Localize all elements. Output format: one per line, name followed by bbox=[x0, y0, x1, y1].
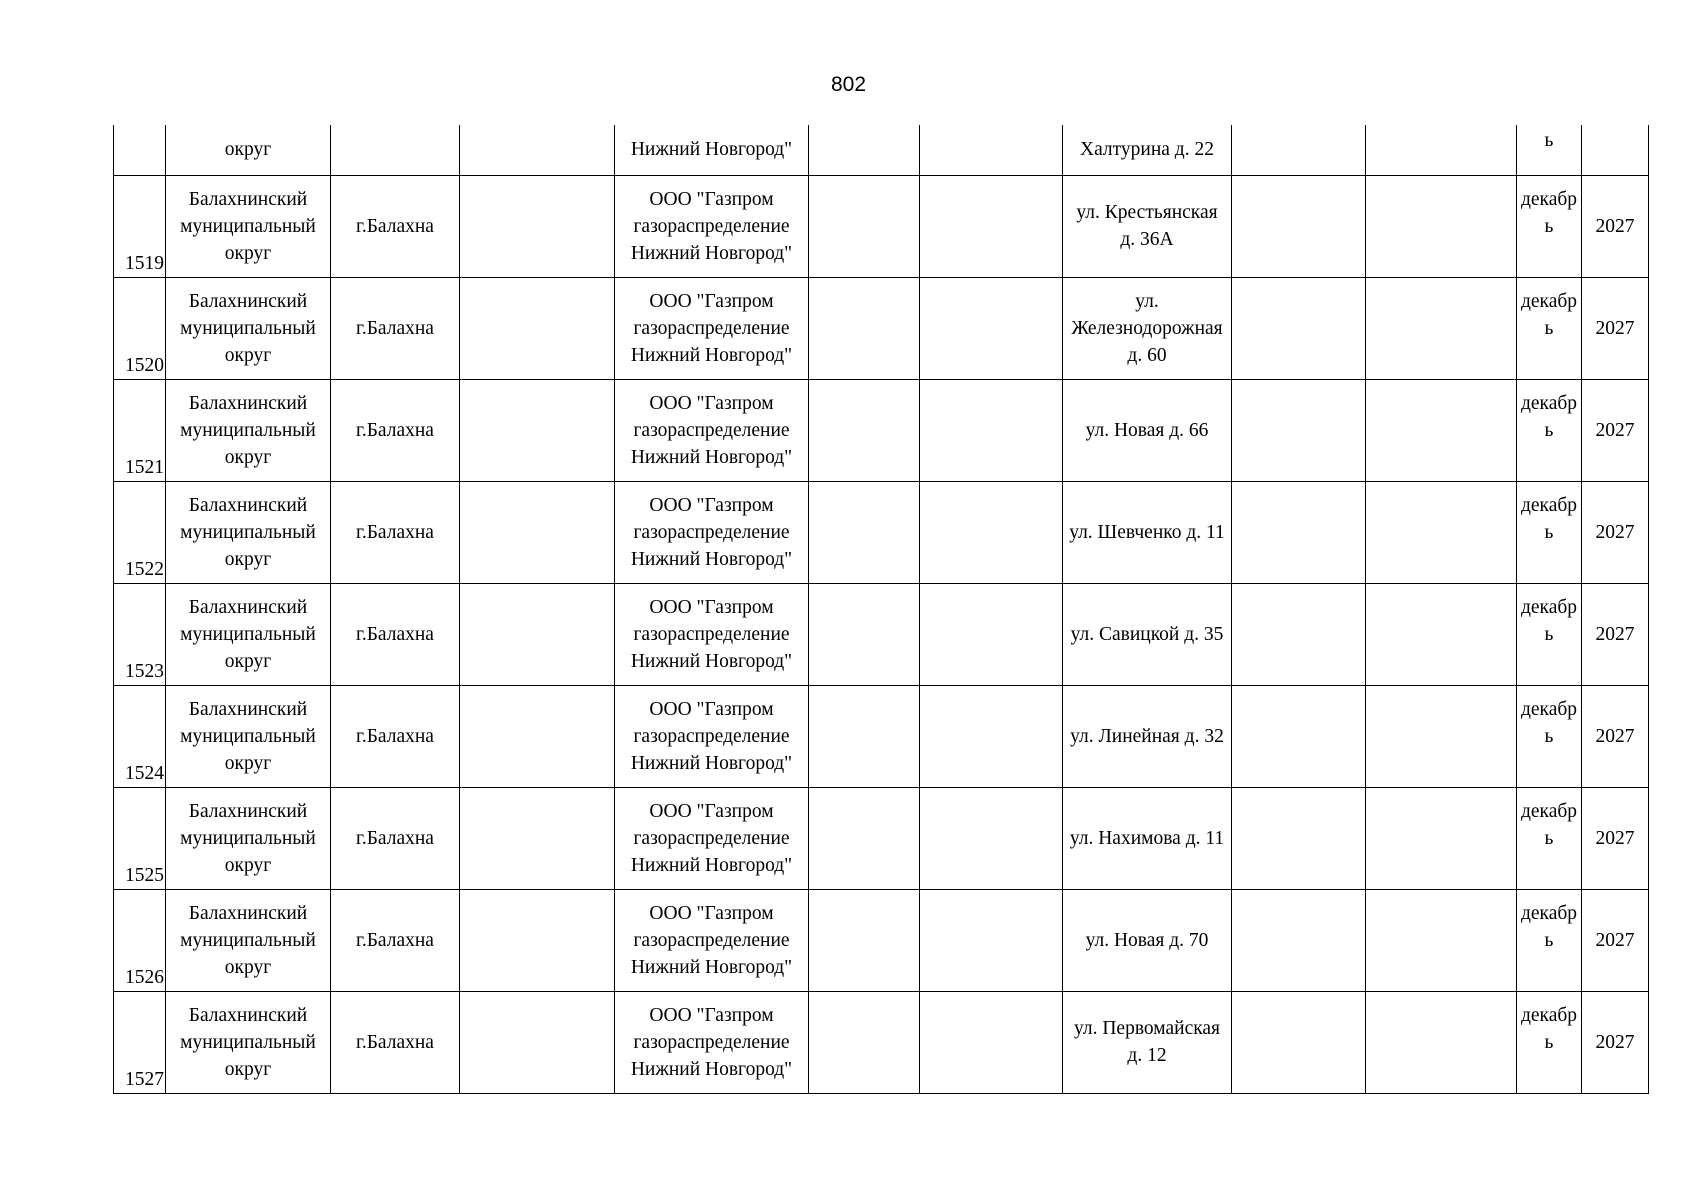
cell-num bbox=[114, 125, 166, 175]
cell-org: Нижний Новгород" bbox=[615, 125, 809, 175]
table-row bbox=[114, 583, 1649, 685]
page-number: 802 bbox=[830, 73, 867, 96]
cell-city: г.Балахна bbox=[331, 175, 460, 277]
cell-org: ООО "Газпром газораспределение Нижний Новгород" bbox=[615, 583, 809, 685]
cell-empty bbox=[460, 175, 615, 277]
cell-year: 2027 bbox=[1582, 481, 1649, 583]
cell-num: 1522 bbox=[114, 481, 166, 583]
cell-org: ООО "Газпром газораспределение Нижний Новгород" bbox=[615, 685, 809, 787]
cell-empty bbox=[809, 379, 920, 481]
cell-month: декабр ь bbox=[1517, 889, 1582, 991]
cell-empty bbox=[1366, 125, 1517, 175]
cell-empty bbox=[920, 125, 1063, 175]
cell-empty bbox=[1366, 685, 1517, 787]
cell-address: ул. Савицкой д. 35 bbox=[1063, 583, 1232, 685]
cell-address: Халтурина д. 22 bbox=[1063, 125, 1232, 175]
cell-year: 2027 bbox=[1582, 685, 1649, 787]
cell-year: 2027 bbox=[1582, 379, 1649, 481]
cell-district: Балахнинский муниципальный округ bbox=[166, 583, 331, 685]
cell-num: 1526 bbox=[114, 889, 166, 991]
cell-empty bbox=[460, 889, 615, 991]
cell-month: декабр ь bbox=[1517, 379, 1582, 481]
cell-address: ул. Новая д. 66 bbox=[1063, 379, 1232, 481]
cell-empty bbox=[1366, 787, 1517, 889]
cell-empty bbox=[1366, 991, 1517, 1093]
cell-year: 2027 bbox=[1582, 889, 1649, 991]
table-row bbox=[114, 175, 1649, 277]
cell-empty bbox=[460, 379, 615, 481]
cell-district: Балахнинский муниципальный округ bbox=[166, 379, 331, 481]
cell-address: ул. Крестьянская д. 36А bbox=[1063, 175, 1232, 277]
cell-empty bbox=[809, 889, 920, 991]
cell-city: г.Балахна bbox=[331, 787, 460, 889]
cell-empty bbox=[1232, 481, 1366, 583]
cell-empty bbox=[1366, 889, 1517, 991]
cell-org: ООО "Газпром газораспределение Нижний Новгород" bbox=[615, 379, 809, 481]
cell-empty bbox=[460, 685, 615, 787]
cell-num: 1523 bbox=[114, 583, 166, 685]
table-row bbox=[114, 787, 1649, 889]
cell-empty bbox=[1366, 481, 1517, 583]
cell-empty bbox=[809, 175, 920, 277]
cell-empty bbox=[920, 481, 1063, 583]
cell-org: ООО "Газпром газораспределение Нижний Новгород" bbox=[615, 481, 809, 583]
cell-empty bbox=[1232, 787, 1366, 889]
cell-empty bbox=[460, 991, 615, 1093]
cell-address: ул. Шевченко д. 11 bbox=[1063, 481, 1232, 583]
table-row bbox=[114, 889, 1649, 991]
table-row bbox=[114, 379, 1649, 481]
table-row bbox=[114, 277, 1649, 379]
cell-city: г.Балахна bbox=[331, 889, 460, 991]
cell-city: г.Балахна bbox=[331, 277, 460, 379]
cell-org: ООО "Газпром газораспределение Нижний Новгород" bbox=[615, 277, 809, 379]
cell-district: Балахнинский муниципальный округ bbox=[166, 685, 331, 787]
cell-address: ул. Железнодорожная д. 60 bbox=[1063, 277, 1232, 379]
cell-district: Балахнинский муниципальный округ bbox=[166, 889, 331, 991]
cell-empty bbox=[1232, 685, 1366, 787]
cell-empty bbox=[1232, 379, 1366, 481]
cell-month: декабр ь bbox=[1517, 481, 1582, 583]
cell-num: 1527 bbox=[114, 991, 166, 1093]
table-row bbox=[114, 991, 1649, 1093]
cell-org: ООО "Газпром газораспределение Нижний Новгород" bbox=[615, 787, 809, 889]
cell-empty bbox=[1366, 175, 1517, 277]
cell-city: г.Балахна bbox=[331, 583, 460, 685]
cell-month: декабр ь bbox=[1517, 685, 1582, 787]
cell-city: г.Балахна bbox=[331, 481, 460, 583]
cell-empty bbox=[809, 481, 920, 583]
cell-empty bbox=[809, 991, 920, 1093]
cell-org: ООО "Газпром газораспределение Нижний Новгород" bbox=[615, 889, 809, 991]
cell-empty bbox=[809, 125, 920, 175]
cell-org: ООО "Газпром газораспределение Нижний Новгород" bbox=[615, 175, 809, 277]
cell-num: 1519 bbox=[114, 175, 166, 277]
cell-empty bbox=[809, 685, 920, 787]
cell-empty bbox=[1232, 125, 1366, 175]
cell-empty bbox=[1232, 277, 1366, 379]
cell-year: 2027 bbox=[1582, 277, 1649, 379]
cell-district: Балахнинский муниципальный округ bbox=[166, 481, 331, 583]
cell-month: декабр ь bbox=[1517, 583, 1582, 685]
cell-empty bbox=[460, 277, 615, 379]
cell-city bbox=[331, 125, 460, 175]
cell-district: Балахнинский муниципальный округ bbox=[166, 787, 331, 889]
cell-empty bbox=[1232, 991, 1366, 1093]
cell-address: ул. Новая д. 70 bbox=[1063, 889, 1232, 991]
cell-empty bbox=[920, 787, 1063, 889]
cell-empty bbox=[920, 889, 1063, 991]
cell-year: 2027 bbox=[1582, 787, 1649, 889]
registry-table bbox=[113, 125, 1649, 1094]
cell-district: округ bbox=[166, 125, 331, 175]
cell-empty bbox=[460, 787, 615, 889]
table-row bbox=[114, 685, 1649, 787]
cell-empty bbox=[920, 277, 1063, 379]
cell-month: ь bbox=[1517, 125, 1582, 175]
cell-city: г.Балахна bbox=[331, 991, 460, 1093]
cell-num: 1520 bbox=[114, 277, 166, 379]
cell-num: 1524 bbox=[114, 685, 166, 787]
cell-empty bbox=[809, 787, 920, 889]
cell-num: 1521 bbox=[114, 379, 166, 481]
table-row-continuation bbox=[114, 125, 1649, 175]
cell-empty bbox=[1366, 379, 1517, 481]
cell-empty bbox=[920, 685, 1063, 787]
cell-empty bbox=[460, 583, 615, 685]
cell-empty bbox=[920, 175, 1063, 277]
cell-num: 1525 bbox=[114, 787, 166, 889]
cell-empty bbox=[1232, 583, 1366, 685]
cell-org: ООО "Газпром газораспределение Нижний Новгород" bbox=[615, 991, 809, 1093]
cell-empty bbox=[920, 583, 1063, 685]
cell-city: г.Балахна bbox=[331, 685, 460, 787]
cell-empty bbox=[809, 277, 920, 379]
cell-year: 2027 bbox=[1582, 175, 1649, 277]
cell-month: декабр ь bbox=[1517, 787, 1582, 889]
cell-month: декабр ь bbox=[1517, 175, 1582, 277]
cell-address: ул. Первомайская д. 12 bbox=[1063, 991, 1232, 1093]
cell-district: Балахнинский муниципальный округ bbox=[166, 277, 331, 379]
cell-empty bbox=[809, 583, 920, 685]
cell-empty bbox=[1232, 175, 1366, 277]
cell-empty bbox=[460, 481, 615, 583]
cell-address: ул. Нахимова д. 11 bbox=[1063, 787, 1232, 889]
cell-year bbox=[1582, 125, 1649, 175]
cell-empty bbox=[1232, 889, 1366, 991]
cell-empty bbox=[920, 991, 1063, 1093]
table-row bbox=[114, 481, 1649, 583]
cell-city: г.Балахна bbox=[331, 379, 460, 481]
cell-empty bbox=[460, 125, 615, 175]
cell-empty bbox=[1366, 583, 1517, 685]
cell-address: ул. Линейная д. 32 bbox=[1063, 685, 1232, 787]
cell-district: Балахнинский муниципальный округ bbox=[166, 991, 331, 1093]
cell-year: 2027 bbox=[1582, 583, 1649, 685]
cell-empty bbox=[1366, 277, 1517, 379]
cell-empty bbox=[920, 379, 1063, 481]
cell-district: Балахнинский муниципальный округ bbox=[166, 175, 331, 277]
cell-year: 2027 bbox=[1582, 991, 1649, 1093]
cell-month: декабр ь bbox=[1517, 277, 1582, 379]
cell-month: декабр ь bbox=[1517, 991, 1582, 1093]
